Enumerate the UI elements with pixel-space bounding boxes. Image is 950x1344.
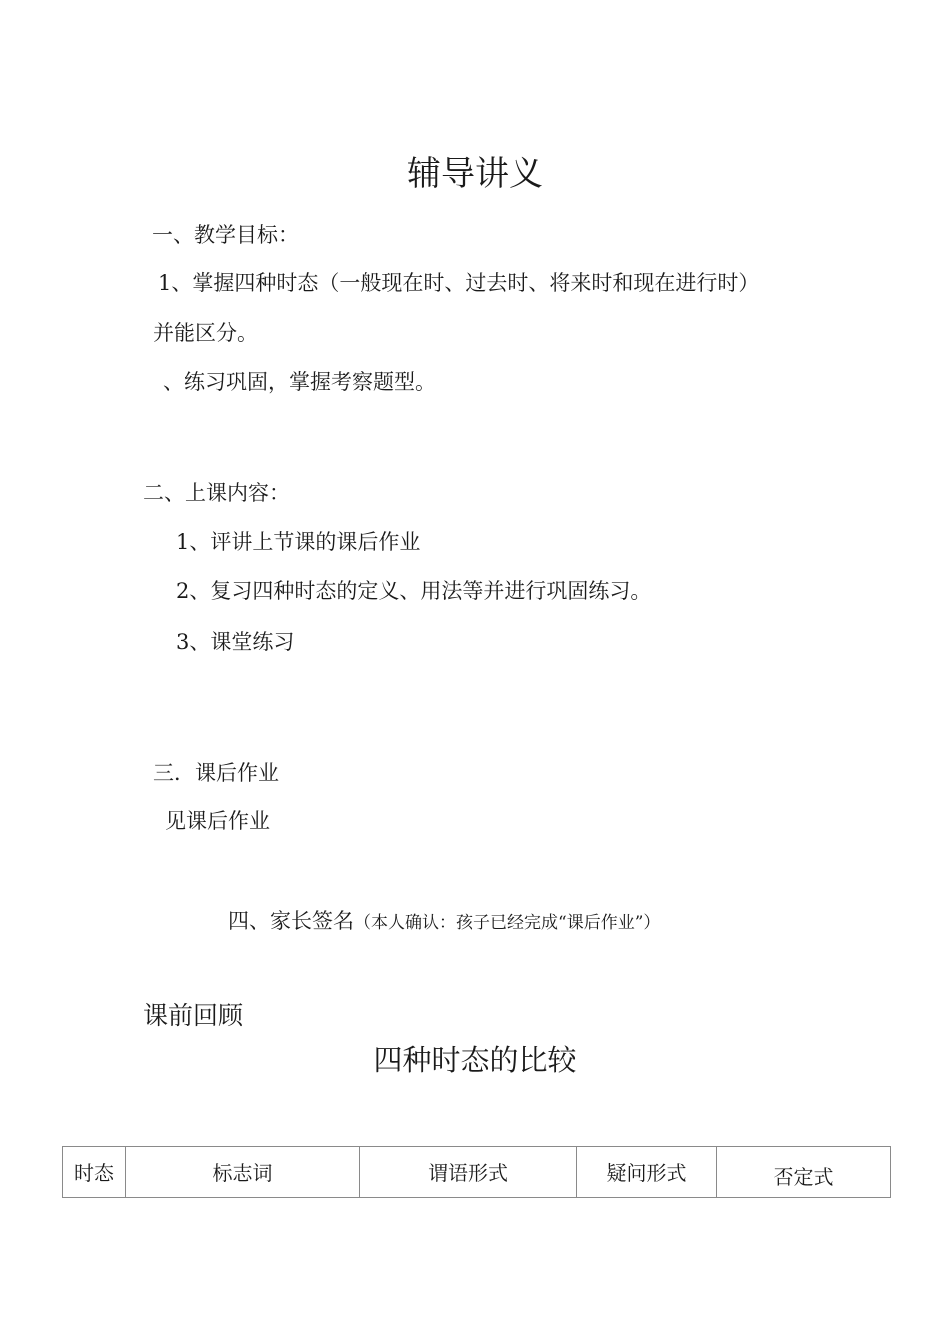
parent-signature-line [228, 911, 660, 932]
table-header-row [63, 1147, 891, 1198]
header-predicate-form: 谓语形式 [360, 1147, 577, 1198]
header-negative-form: 否定式 [717, 1147, 891, 1198]
section-heading-lesson-content: 二、上课内容： [143, 481, 290, 505]
document-title: 辅导讲义 [407, 154, 543, 194]
section-heading-homework: 三．课后作业 [153, 761, 279, 785]
tense-comparison-table [62, 1146, 891, 1198]
header-question-form: 疑问形式 [577, 1147, 717, 1198]
header-tense: 时态 [63, 1147, 126, 1198]
objective-item-1-line-2: 并能区分。 [153, 321, 258, 345]
parent-signature-note: （本人确认：孩子已经完成“课后作业”） [354, 913, 661, 933]
objective-item-1-line-1: 1、掌握四种时态（一般现在时、过去时、将来时和现在进行时） [158, 271, 760, 295]
lesson-item-1: 1、评讲上节课的课后作业 [176, 530, 421, 554]
table-title: 四种时态的比较 [373, 1043, 577, 1077]
lesson-item-2: 2、复习四种时态的定义、用法等并进行巩固练习。 [176, 579, 652, 603]
objective-item-2: 、练习巩固，掌握考察题型。 [163, 370, 436, 394]
review-label: 课前回顾 [143, 1001, 244, 1030]
lesson-item-3: 3、课堂练习 [176, 630, 295, 654]
section-heading-objectives: 一、教学目标： [152, 223, 299, 247]
header-signal-words: 标志词 [126, 1147, 360, 1198]
parent-signature-heading: 四、家长签名 [228, 909, 354, 933]
homework-body: 见课后作业 [165, 809, 270, 833]
